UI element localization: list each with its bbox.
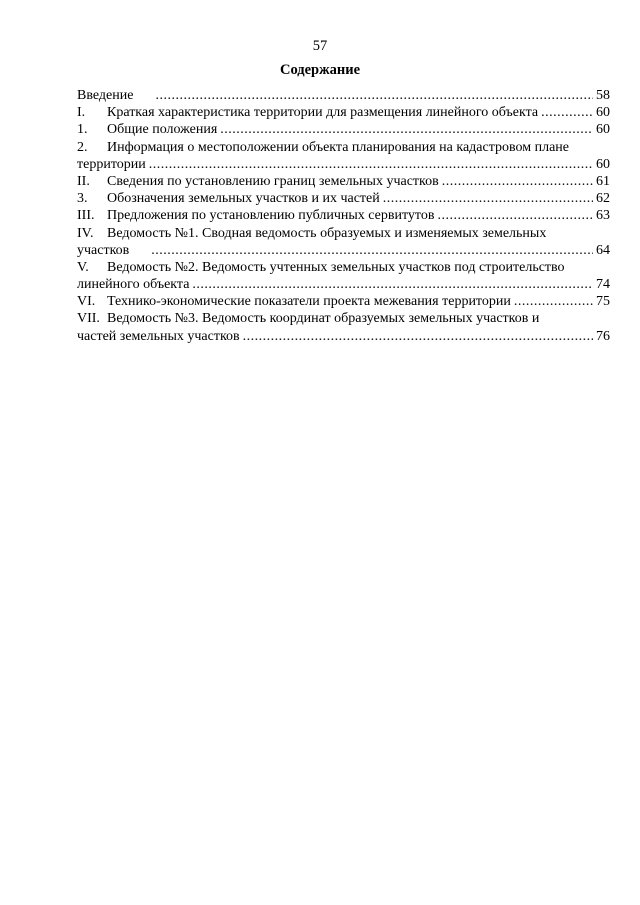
toc-leader-dots (243, 328, 593, 345)
toc-entry-text: Краткая характеристика территории для размещения линейного объекта (107, 105, 539, 121)
toc-entry-page: 60 (596, 156, 610, 172)
toc-entry-section-2[interactable] (77, 173, 610, 190)
toc-entry-text: Сведения по установлению границ земельных участков (107, 173, 439, 189)
toc-entry-number: III. (77, 208, 95, 224)
toc-entry-number: 2. (77, 139, 88, 155)
toc-leader-dots (442, 173, 593, 190)
toc-entry-introduction[interactable] (77, 87, 610, 104)
toc-entry-page: 60 (596, 122, 610, 138)
toc-entry-page: 74 (596, 277, 610, 293)
toc-entry-subsection-2[interactable] (77, 139, 610, 173)
toc-entry-text-continued: участков (77, 242, 130, 258)
toc-entry-text-continued: территории (77, 156, 146, 172)
table-of-contents (77, 87, 610, 345)
toc-title: Содержание (279, 62, 361, 78)
toc-entry-page: 60 (596, 105, 610, 121)
toc-entry-text: Ведомость №1. Сводная ведомость образуемых и изменяемых земельных (107, 225, 547, 241)
toc-leader-dots (383, 190, 593, 207)
toc-entry-section-7[interactable] (77, 310, 610, 344)
toc-entry-number: 1. (77, 122, 88, 138)
toc-entry-number: VI. (77, 294, 96, 310)
toc-entry-text: Обозначения земельных участков и их частей (107, 191, 380, 207)
toc-entry-number: V. (77, 259, 89, 275)
toc-entry-text: Введение (77, 88, 134, 103)
toc-entry-section-5[interactable] (77, 259, 610, 293)
toc-entry-subsection-3[interactable] (77, 190, 610, 207)
toc-entry-text-continued: линейного объекта (77, 277, 190, 293)
toc-entry-number: IV. (77, 225, 94, 241)
toc-leader-dots (437, 207, 593, 224)
toc-entry-section-4[interactable] (77, 225, 610, 259)
toc-entry-section-3[interactable] (77, 207, 610, 224)
toc-leader-dots (541, 104, 593, 121)
toc-leader-dots (220, 121, 593, 138)
toc-entry-page: 58 (596, 88, 610, 103)
toc-entry-number: VII. (77, 311, 100, 327)
toc-entry-page: 76 (596, 328, 610, 344)
toc-entry-text: Информация о местоположении объекта планирования на кадастровом плане (107, 139, 569, 155)
toc-entry-page: 75 (596, 294, 610, 310)
toc-entry-number: 3. (77, 191, 88, 207)
toc-entry-text-continued: частей земельных участков (77, 328, 240, 344)
toc-entry-text: Ведомость №3. Ведомость координат образуемых земельных участков и (107, 311, 540, 327)
toc-leader-dots (514, 293, 593, 310)
toc-entry-number: II. (77, 173, 90, 189)
toc-leader-dots (149, 156, 593, 173)
toc-entry-subsection-1[interactable] (77, 121, 610, 138)
toc-leader-dots (151, 242, 593, 259)
toc-entry-section-6[interactable] (77, 293, 610, 310)
toc-entry-section-1[interactable] (77, 104, 610, 121)
toc-entry-page: 63 (596, 208, 610, 224)
toc-entry-page: 62 (596, 191, 610, 207)
toc-leader-dots (155, 87, 593, 104)
toc-entry-page: 64 (596, 242, 610, 258)
toc-entry-text: Ведомость №2. Ведомость учтенных земельных участков под строительство (107, 259, 565, 275)
toc-entry-number: I. (77, 105, 86, 121)
page-number: 57 (312, 38, 328, 54)
toc-entry-page: 61 (596, 173, 610, 189)
toc-leader-dots (192, 276, 593, 293)
toc-entry-text: Общие положения (107, 122, 218, 138)
toc-entry-text: Предложения по установлению публичных сервитутов (107, 208, 435, 224)
toc-entry-text: Технико-экономические показатели проекта межевания территории (107, 294, 511, 310)
